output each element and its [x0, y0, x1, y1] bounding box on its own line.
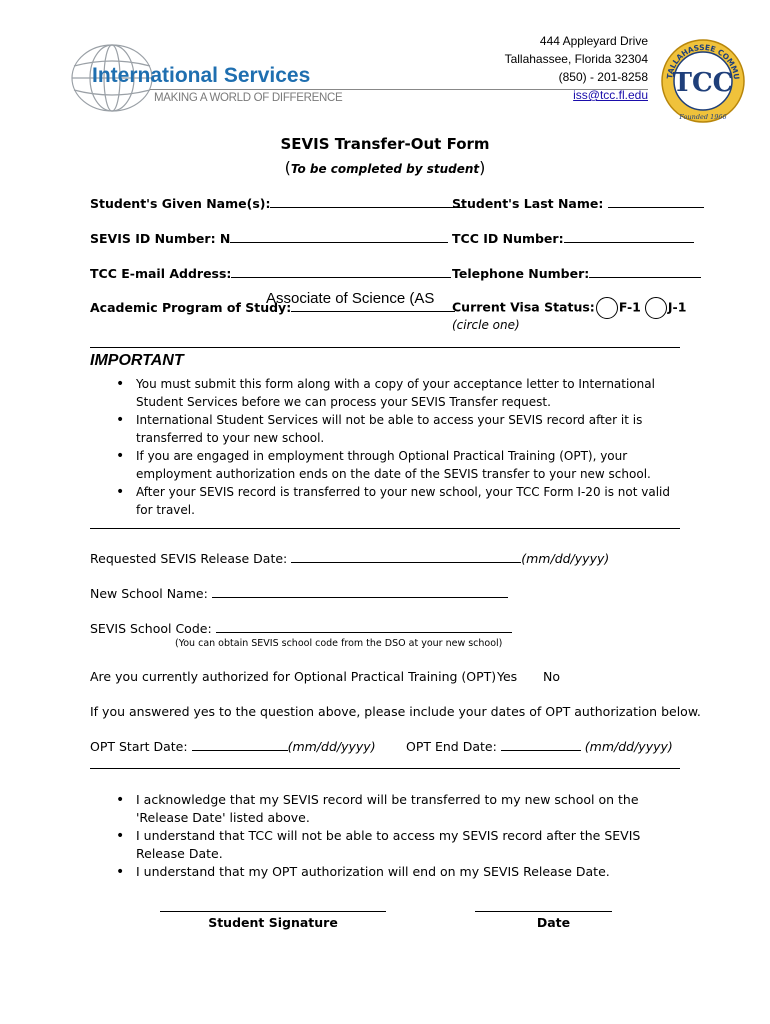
important-item: • If you are engaged in employment through Optional Practical Training (OPT), your employment authorization ends on the date of the SEVIS transfer to your new school. — [90, 447, 680, 483]
opt-end-field[interactable] — [406, 739, 673, 754]
given-name-field[interactable] — [90, 196, 466, 211]
seal-text: TALLAHASSEE COMMU — [665, 42, 742, 81]
office-phone: (850) - 201-8258 — [558, 70, 648, 84]
visa-hint: (circle one) — [452, 318, 520, 332]
visa-status-field — [452, 297, 686, 319]
phone-line[interactable] — [589, 266, 701, 278]
date-label: Date — [536, 915, 571, 930]
form-subtitle-text: To be completed by student — [290, 162, 480, 176]
form-subtitle: (To be completed by student) — [284, 158, 486, 177]
new-school-label: New School Name: — [90, 586, 208, 601]
important-list — [90, 375, 680, 519]
logo-title: International Services — [92, 64, 311, 87]
acknowledgement-item: • I understand that TCC will not be able to access my SEVIS record after the SEVIS Release Date. — [90, 827, 680, 863]
opt-end-line[interactable] — [501, 739, 581, 751]
address-line-2: Tallahassee, Florida 32304 — [504, 52, 648, 66]
opt-no-option[interactable]: No — [543, 669, 560, 684]
acknowledgement-item: • I understand that my OPT authorization will end on my SEVIS Release Date. — [90, 863, 680, 881]
phone-field[interactable] — [452, 266, 701, 281]
school-code-line[interactable] — [216, 621, 512, 633]
last-name-label: Student's Last Name: — [452, 196, 604, 211]
visa-j1-label: J-1 — [667, 299, 687, 315]
sevis-id-field[interactable] — [90, 231, 448, 246]
acknowledgement-list — [90, 791, 680, 881]
new-school-field[interactable] — [90, 586, 508, 601]
signature-label: Student Signature — [208, 915, 338, 930]
seal-icon — [660, 38, 746, 124]
tcc-id-field[interactable] — [452, 231, 694, 246]
visa-j1-circle[interactable] — [645, 297, 667, 319]
section-divider — [90, 768, 680, 769]
opt-start-label: OPT Start Date: — [90, 739, 188, 754]
school-code-field[interactable] — [90, 621, 512, 636]
important-item: • After your SEVIS record is transferred to your new school, your TCC Form I-20 is not valid for travel. — [90, 483, 680, 519]
signature-line[interactable] — [160, 911, 386, 912]
logo-tagline: MAKING A WORLD OF DIFFERENCE — [154, 92, 343, 104]
school-code-label: SEVIS School Code: — [90, 621, 212, 636]
header-rule — [150, 89, 648, 90]
program-label: Academic Program of Study: — [90, 300, 292, 315]
new-school-line[interactable] — [212, 586, 508, 598]
important-item: • International Student Services will not be able to access your SEVIS record after it is transferred to your new school. — [90, 411, 680, 447]
given-name-line[interactable] — [270, 196, 466, 208]
release-date-format: (mm/dd/yyyy) — [521, 551, 610, 566]
tcc-id-label: TCC ID Number: — [452, 231, 564, 246]
school-code-hint: (You can obtain SEVIS school code from the DSO at your new school) — [175, 638, 503, 649]
date-line[interactable] — [475, 911, 612, 912]
section-divider — [90, 347, 680, 348]
opt-start-field[interactable] — [90, 739, 376, 754]
email-link[interactable]: iss@tcc.fl.edu — [573, 88, 648, 102]
sevis-id-line[interactable] — [230, 231, 448, 243]
email-line[interactable] — [231, 266, 451, 278]
program-value[interactable]: Associate of Science (AS — [266, 290, 435, 307]
opt-start-format: (mm/dd/yyyy) — [287, 739, 376, 754]
address-line-1: 444 Appleyard Drive — [539, 34, 648, 48]
last-name-line[interactable] — [608, 196, 704, 208]
opt-yes-option[interactable]: Yes — [497, 669, 518, 684]
release-date-field[interactable] — [90, 551, 609, 566]
release-date-label: Requested SEVIS Release Date: — [90, 551, 288, 566]
phone-label: Telephone Number: — [452, 266, 590, 281]
opt-start-line[interactable] — [192, 739, 288, 751]
form-title: SEVIS Transfer-Out Form — [280, 135, 490, 153]
email-field[interactable] — [90, 266, 451, 281]
acknowledgement-item: • I acknowledge that my SEVIS record will be transferred to my new school on the 'Release Date' listed above. — [90, 791, 680, 827]
visa-f1-label: F-1 — [618, 299, 641, 315]
section-divider — [90, 528, 680, 529]
opt-question: Are you currently authorized for Optional Practical Training (OPT) — [90, 669, 497, 684]
given-name-label: Student's Given Name(s): — [90, 196, 271, 211]
visa-label: Current Visa Status: — [452, 299, 595, 315]
seal-founded: Founded 1966 — [679, 113, 727, 121]
opt-instruction: If you answered yes to the question above, please include your dates of OPT authorization below. — [90, 704, 701, 719]
release-date-line[interactable] — [291, 551, 521, 563]
important-heading: IMPORTANT — [90, 352, 184, 369]
tcc-id-line[interactable] — [564, 231, 694, 243]
international-services-logo — [70, 42, 343, 114]
important-item: • You must submit this form along with a copy of your acceptance letter to International Student Services before we can process your SEVIS Transfer request. — [90, 375, 680, 411]
visa-f1-circle[interactable] — [596, 297, 618, 319]
tcc-seal — [660, 38, 746, 124]
office-address — [448, 32, 648, 104]
sevis-id-label: SEVIS ID Number: N — [90, 231, 231, 246]
seal-initials: TCC — [672, 68, 734, 98]
opt-end-label: OPT End Date: — [406, 739, 497, 754]
email-label: TCC E-mail Address: — [90, 266, 232, 281]
last-name-field[interactable] — [452, 196, 704, 211]
opt-end-format: (mm/dd/yyyy) — [584, 739, 673, 754]
